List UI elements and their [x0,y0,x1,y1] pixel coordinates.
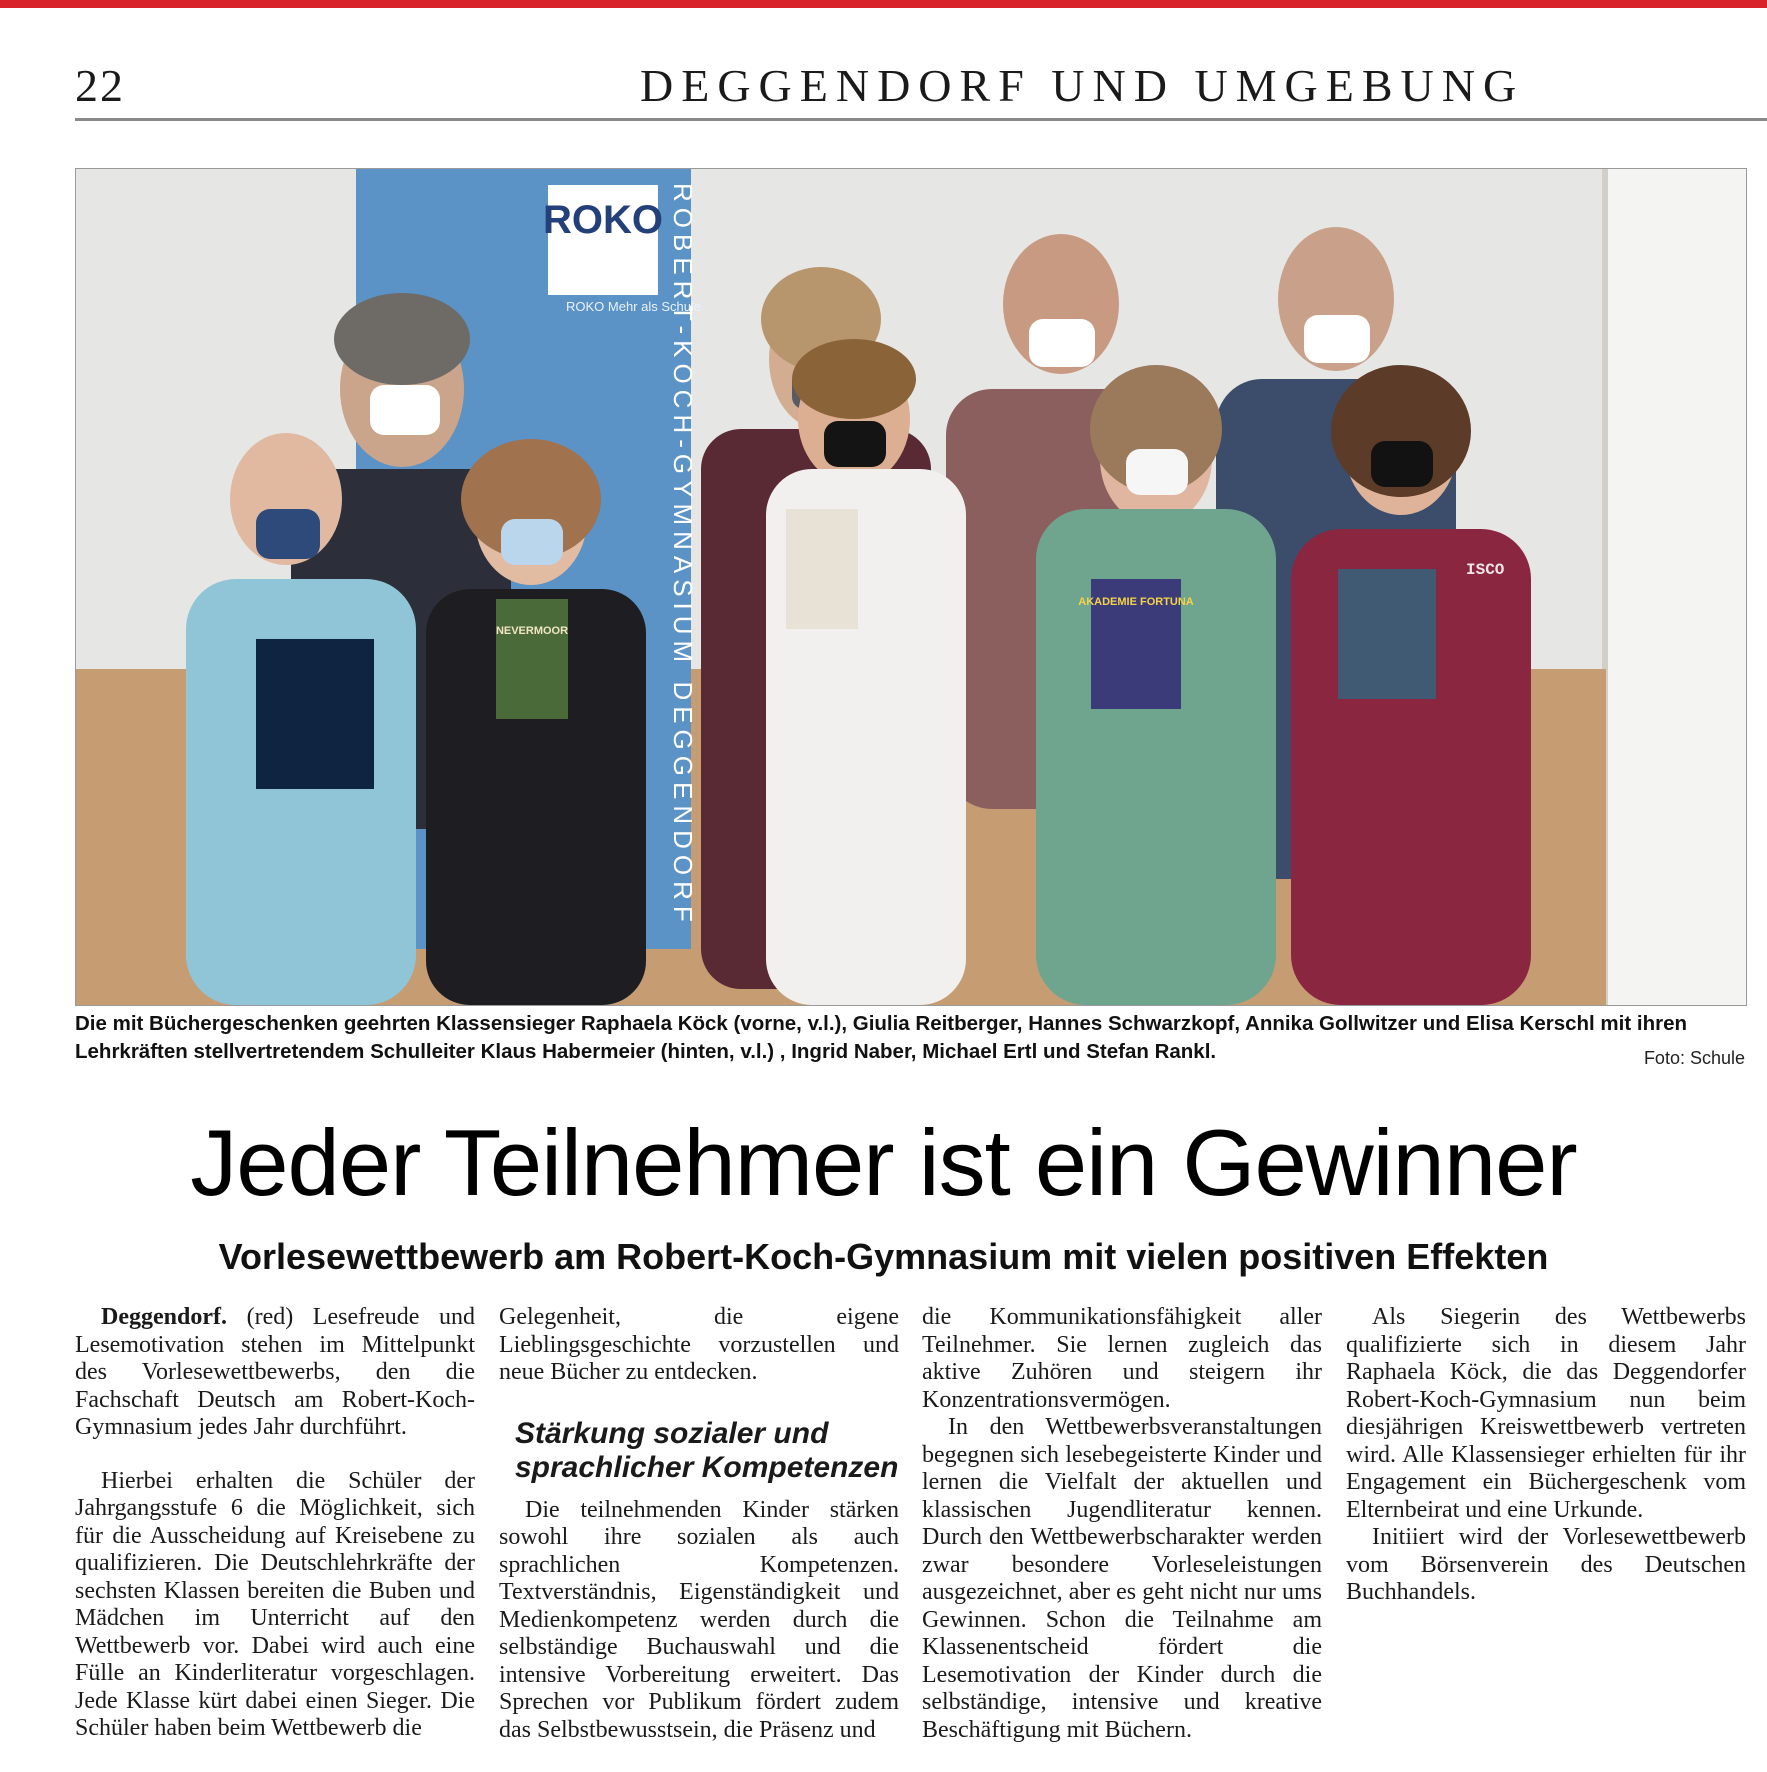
header-rule [75,118,1767,121]
paragraph-6: Initiiert wird der Vorlesewettbewerb vom Börsenverein des Deutschen Buchhandels. [1346,1524,1746,1605]
article-headline: Jeder Teilnehmer ist ein Gewinner [190,1110,1577,1215]
paragraph-2: Hierbei erhalten die Schüler der Jahrgangsstufe 6 die Möglichkeit, sich für die Ausscheidung auf Kreisebene zu qualifizieren. Die Deutschlehrkräfte der sechsten Klassen bereiten die Buben und Mädchen im Unterricht auf den Wettbewerb vor. Dabei wird auch eine Fülle an Kinderliteratur vorgeschlagen. Jede Klasse kürt dabei einen Sieger. Die Schüler haben beim Wettbewerb die [75,1467,475,1741]
banner-tagline: ROKO Mehr als Schule [566,299,702,314]
photo-caption: Die mit Büchergeschenken geehrten Klassensieger Raphaela Köck (vorne, v.l.), Giulia Reitberger, Hannes Schwarzkopf, Annika Gollwitzer und Elisa Kerschl mit ihren Lehrkräften stellvertretendem Schulleiter Klaus Habermeier (hinten, v.l.) , Ingrid Naber, Michael Ertl und Stefan Rankl. [75,1012,1687,1063]
paragraph-2-continued: Gelegenheit, die eigene Lieblingsgeschichte vorzustellen und neue Bücher zu entdecken. [499,1304,899,1385]
hoodie-text: ISCO [1466,561,1505,579]
paragraph-3-continued: die Kommunikationsfähigkeit aller Teilnehmer. Sie lernen zugleich das aktive Zuhören und steigern ihr Konzentrationsvermögen. [922,1304,1322,1413]
paragraph-5: Als Siegerin des Wettbewerbs qualifizierte sich in diesem Jahr Raphaela Köck, die das Deggendorfer Robert-Koch-Gymnasium nun beim diesjährigen Kreiswettbewerb vertreten wird. Alle Klassensieger erhielten für ihr Engagement ein Büchergeschenk vom Elternbeirat und eine Urkunde. [1346,1304,1746,1523]
paragraph-1: (red) Lesefreude und Lesemotivation stehen im Mittelpunkt des Vorlesewettbewerbs, den die Fachschaft Deutsch am Robert-Koch-Gymnasium jedes Jahr durchführt. [75,1304,475,1440]
book-title-akademie-fortuna: AKADEMIE FORTUNA [1078,596,1194,608]
text-column-1 [75,1304,475,1743]
text-column-3 [922,1304,1322,1744]
banner-logo-text: ROKO [543,198,663,242]
top-accent-bar [0,0,1767,8]
book-title-nevermoor: NEVERMOOR [495,625,569,637]
dateline: Deggendorf. [101,1304,227,1330]
lead-paragraph [75,1304,475,1442]
group-photo [75,168,1747,1006]
photo-credit: Foto: Schule [1643,1048,1745,1068]
section-title: DEGGENDORF UND UMGEBUNG [640,60,1525,111]
text-column-2 [499,1304,899,1744]
paragraph-4: In den Wettbewerbsveranstaltungen begegnen sich lesebegeisterte Kinder und lernen die Vielfalt der aktuellen und klassischen Jugendliteratur kennen. Durch den Wettbewerbscharakter werden zwar besondere Vorleseleistungen ausgezeichnet, aber es geht nicht nur ums Gewinnen. Schon die Teilnahme am Klassenentscheid fördert die Lesemotivation der Kinder durch die selbständige, intensive und kreative Beschäftigung mit Büchern. [922,1414,1322,1743]
page-number: 22 [75,60,125,111]
paragraph-3: Die teilnehmenden Kinder stärken sowohl ihre sozialen als auch sprachlichen Kompetenzen. Textverständnis, Eigenständigkeit und Medienkompetenz werden durch die selbständige Buchauswahl und die intensive Vorbereitung erweitert. Das Sprechen vor Publikum fördert zudem das Selbstbewusstsein, die Präsenz und [499,1496,899,1743]
banner-vertical-text: ROBERT-KOCH-GYMNASIUM DEGGENDORF [668,183,698,928]
text-column-4 [1346,1304,1746,1607]
article-subhead: Stärkung sozialer und sprachlicher Kompetenzen [515,1416,899,1484]
article-subheadline: Vorlesewettbewerb am Robert-Koch-Gymnasium mit vielen positiven Effekten [218,1236,1549,1277]
